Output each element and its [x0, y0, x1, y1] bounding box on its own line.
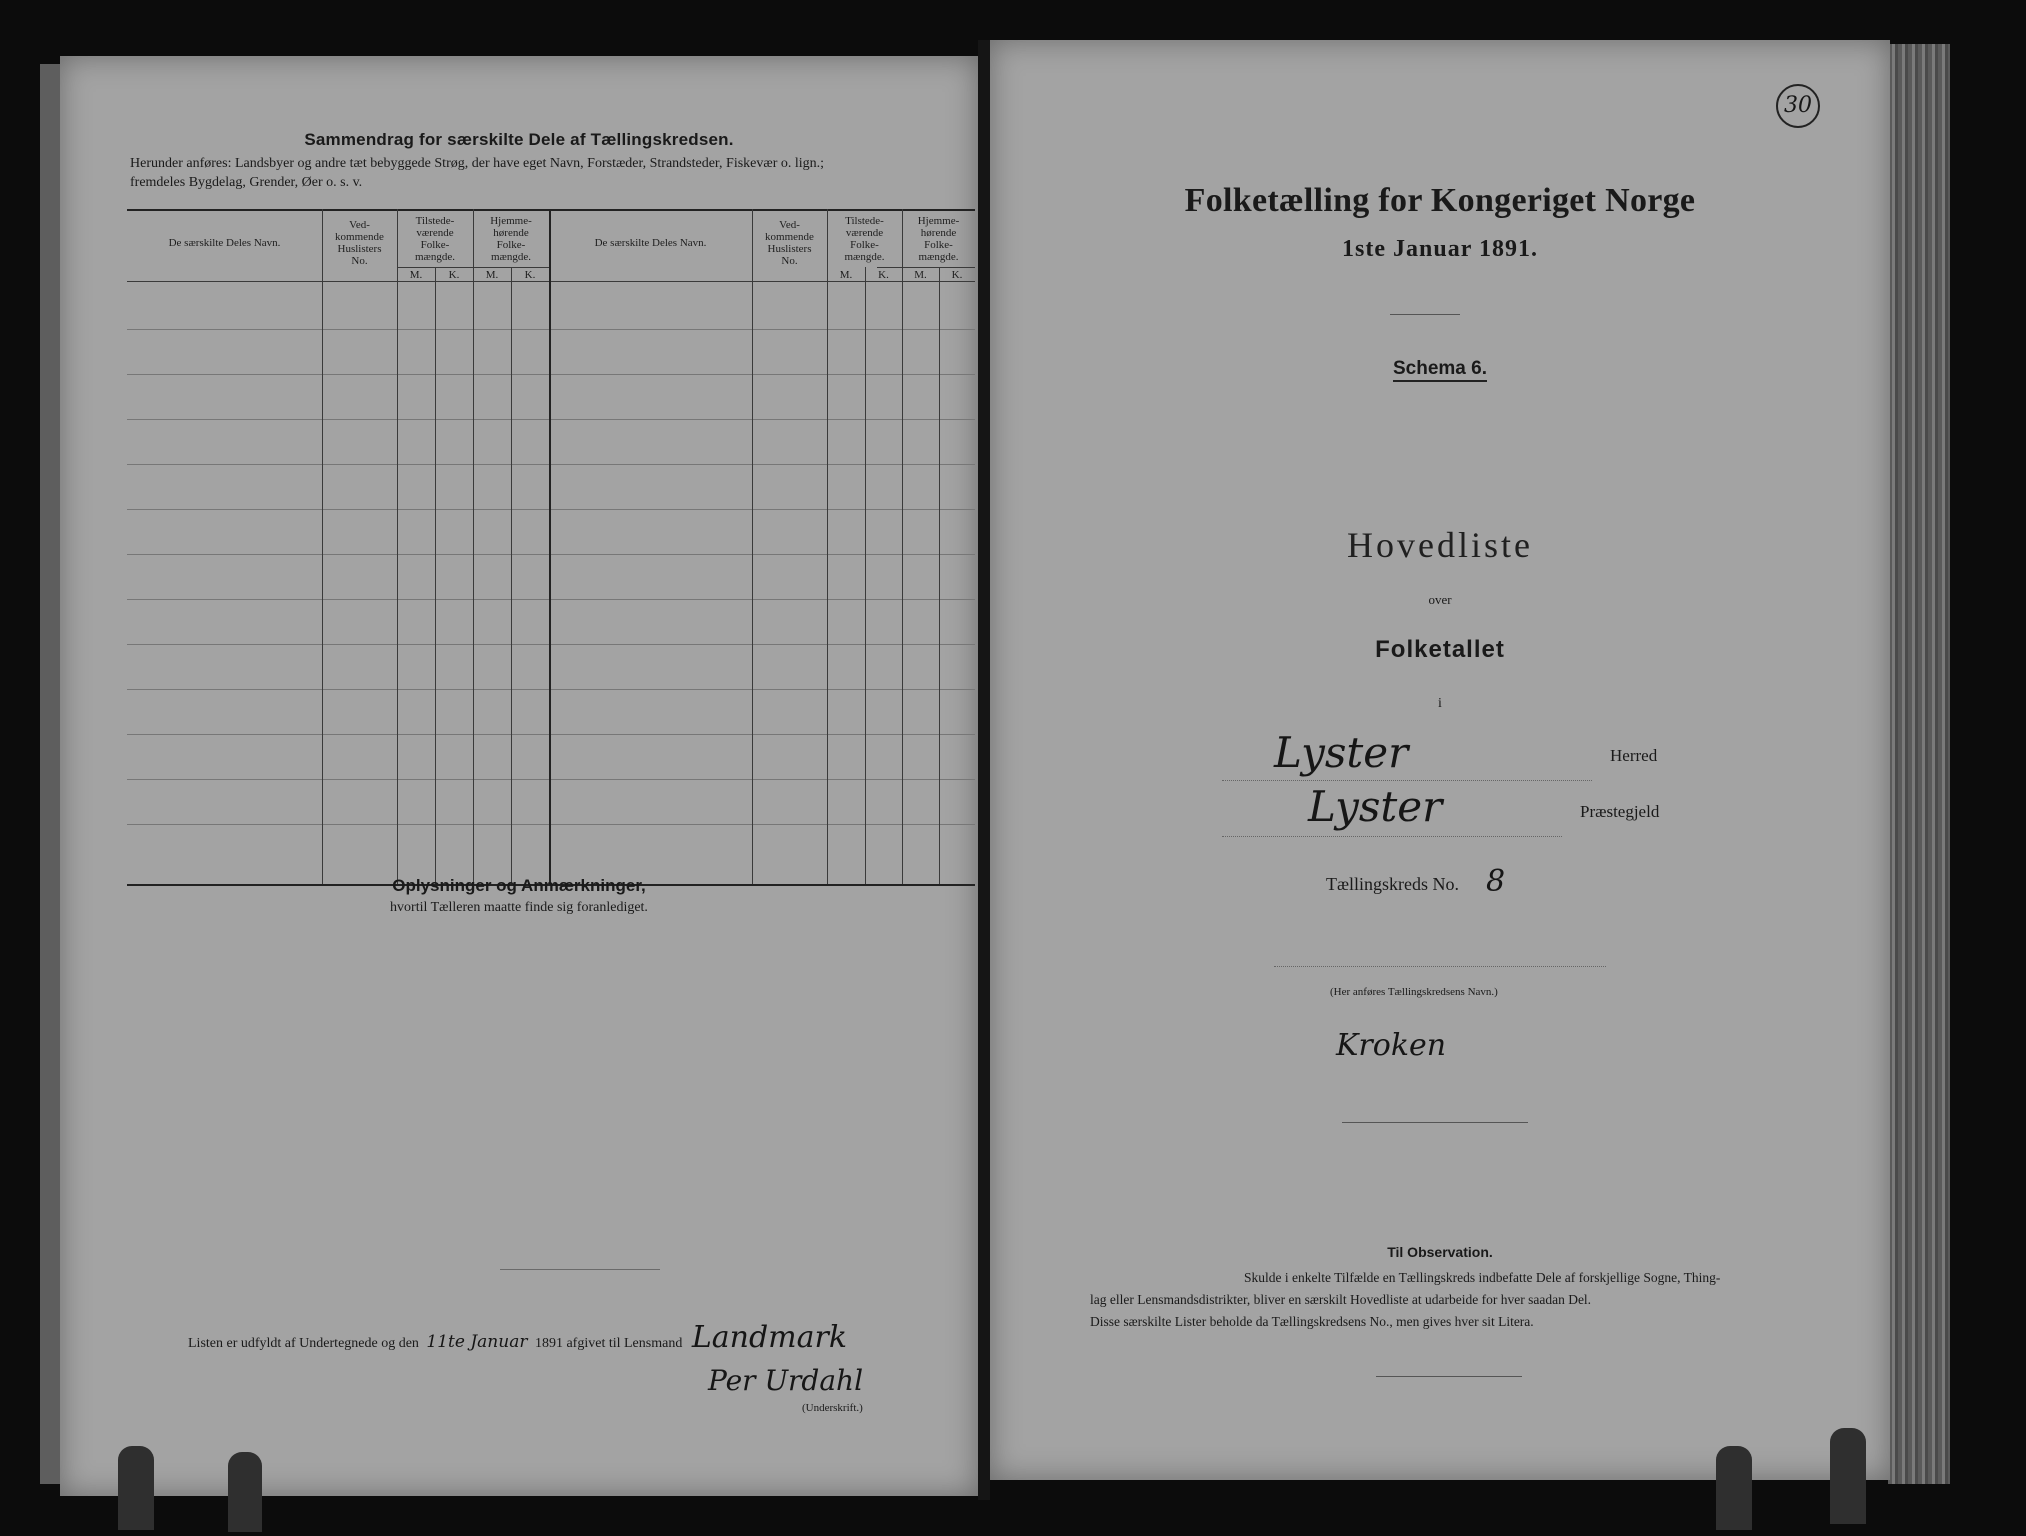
header-name-left: De særskilte Deles Navn. — [168, 237, 281, 249]
signature-date: 11te Januar — [426, 1332, 528, 1352]
header-m: M. — [409, 269, 423, 281]
remarks-subtitle: hvortil Tælleren maatte finde sig foranlediget. — [390, 900, 648, 915]
signature-text-b: 1891 afgivet til Lensmand — [534, 1336, 683, 1351]
prestegjeld-underline — [1222, 836, 1562, 837]
right-page — [990, 40, 1890, 1480]
header-k: K. — [524, 269, 536, 281]
summary-note-line1: Herunder anføres: Landsbyer og andre tæt bebyggede Strøg, der have eget Navn, Forstæder, Strandsteder, Fiskevær o. lign.; — [130, 156, 825, 171]
header-resident-right: Hjemme- hørende Folke- mængde. — [917, 215, 960, 263]
header-resident-left: Hjemme- hørende Folke- mængde. — [490, 215, 532, 263]
header-k: K. — [448, 269, 460, 281]
divider-short — [1390, 314, 1460, 315]
header-m: M. — [485, 269, 499, 281]
i-label: i — [1438, 696, 1442, 711]
main-title: Folketælling for Kongeriget Norge — [1184, 182, 1696, 219]
prestegjeld-label: Præstegjeld — [1580, 802, 1660, 821]
observation-line2: lag eller Lensmandsdistrikter, bliver en særskilt Hovedliste at udarbeide for hver saadan Del. — [1090, 1292, 1592, 1307]
schema-label: Schema 6. — [990, 358, 1890, 380]
right-page-clip — [1830, 1428, 1866, 1524]
herred-value: Lyster — [1274, 728, 1409, 777]
right-page-clip — [1716, 1446, 1752, 1530]
signature-caption: (Underskrift.) — [802, 1402, 863, 1414]
left-page — [60, 56, 978, 1496]
lensmand-name: Landmark — [691, 1320, 848, 1355]
signature-text-a: Listen er udfyldt af Undertegnede og den — [188, 1336, 419, 1351]
header-k: K. — [878, 269, 889, 281]
hovedliste-title: Hovedliste — [1347, 525, 1533, 565]
header-m: M. — [914, 269, 927, 281]
header-present-left: Tilstede- værende Folke- mængde. — [414, 215, 456, 263]
remarks-title: Oplysninger og Anmærkninger, — [392, 876, 646, 895]
observation-line1: Skulde i enkelte Tilfælde en Tællingskreds indbefatte Dele af forskjellige Sogne, Thing- — [1244, 1270, 1721, 1285]
summary-note-line2: fremdeles Bygdelag, Grender, Øer o. s. v. — [130, 175, 363, 190]
signer-name: Per Urdahl — [708, 1364, 864, 1397]
book-spine-gap — [978, 40, 990, 1500]
observation-title: Til Observation. — [1387, 1244, 1493, 1260]
divider-long — [1342, 1122, 1528, 1123]
left-page-clip — [228, 1452, 262, 1532]
signature-line — [188, 1320, 847, 1355]
kreds-value: 8 — [1486, 864, 1506, 899]
header-lists-left: Ved- kommende Huslisters No. — [335, 219, 384, 267]
kreds-label: Tællingskreds No. — [1326, 874, 1459, 894]
header-present-right: Tilstede- værende Folke- mængde. — [844, 215, 885, 263]
summary-table — [127, 209, 975, 884]
header-lists-right: Ved- kommende Huslisters No. — [765, 219, 814, 267]
herred-label: Herred — [1610, 746, 1658, 765]
herred-underline — [1222, 780, 1592, 781]
folketallet-title: Folketallet — [1375, 636, 1505, 663]
page-number: 30 — [1776, 84, 1820, 128]
kreds-name-dotted-line — [1274, 966, 1606, 967]
kreds-name-value: Kroken — [1336, 1028, 1447, 1063]
kreds-name-label: (Her anføres Tællingskredsens Navn.) — [1330, 986, 1498, 998]
left-page-clip — [118, 1446, 154, 1530]
right-page-edges — [1888, 44, 1950, 1484]
prestegjeld-value: Lyster — [1308, 782, 1443, 831]
header-name-right: De særskilte Deles Navn. — [594, 237, 707, 249]
bottom-divider — [1376, 1376, 1522, 1377]
over-label: over — [1428, 592, 1452, 607]
header-k: K. — [951, 269, 963, 281]
summary-title: Sammendrag for særskilte Dele af Tællingskredsen. — [304, 130, 734, 149]
header-m: M. — [839, 269, 853, 281]
observation-line3: Disse særskilte Lister beholde da Tællingskredsens No., men gives hver sit Litera. — [1090, 1314, 1534, 1329]
separator-line — [500, 1269, 660, 1270]
date-line: 1ste Januar 1891. — [1342, 236, 1538, 262]
